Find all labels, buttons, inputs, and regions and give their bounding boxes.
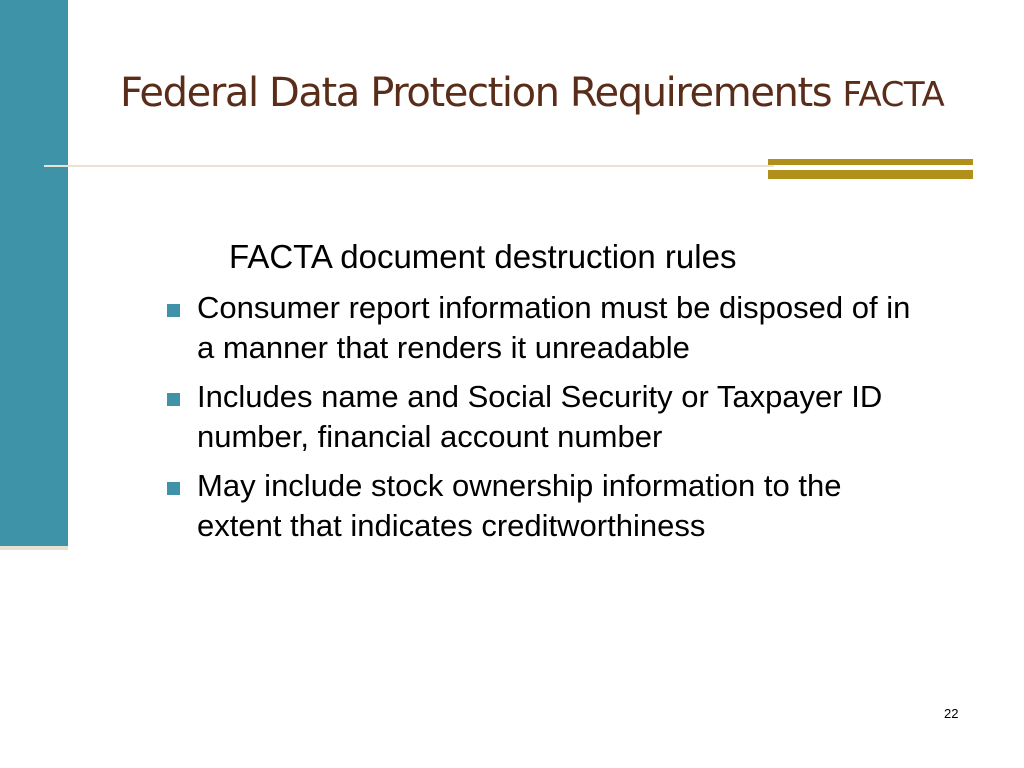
square-bullet-icon [167,393,180,406]
square-bullet-icon [167,304,180,317]
bullet-item [165,288,925,368]
slide-title-main: Federal Data Protection Requirements [120,70,832,116]
slide-title-suffix: FACTA [842,75,945,115]
slide-subtitle: FACTA document destruction rules [229,238,737,275]
gold-accent-bar-top [768,159,973,165]
bullet-item [165,466,925,546]
left-accent-bar [0,0,68,546]
bullet-text: May include stock ownership information to the extent that indicates creditworthiness [197,468,842,543]
bullet-text: Consumer report information must be disposed of in a manner that renders it unreadable [197,290,911,365]
bullet-item [165,377,925,457]
square-bullet-icon [167,482,180,495]
left-accent-bar-shadow [0,546,68,550]
bullet-text: Includes name and Social Security or Taxpayer ID number, financial account number [197,379,883,454]
gold-accent-bar-bottom [768,170,973,179]
title-divider-line [44,165,774,167]
bullet-list [165,288,925,555]
slide-title [120,70,944,116]
page-number: 22 [944,706,959,721]
